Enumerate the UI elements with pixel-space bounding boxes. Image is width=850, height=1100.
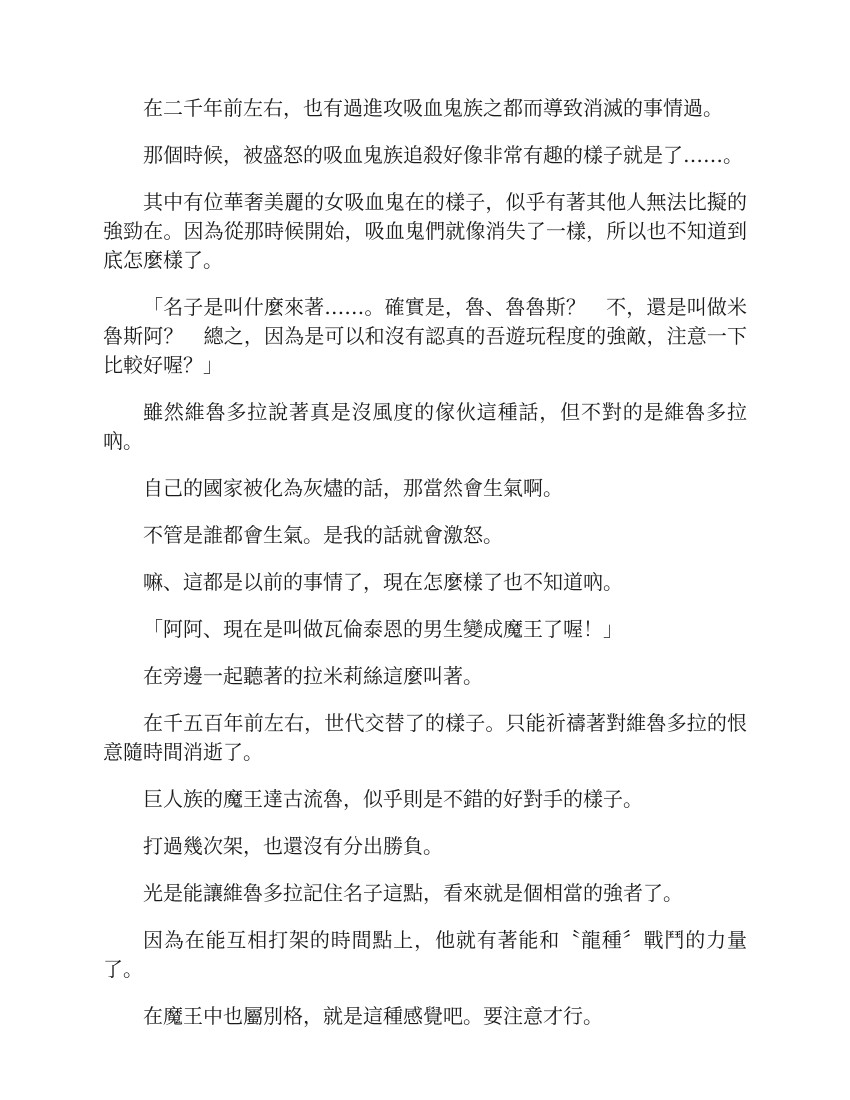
paragraph: 巨人族的魔王達古流魯，似乎則是不錯的好對手的樣子。: [143, 787, 643, 811]
paragraph: 不管是誰都會生氣。是我的話就會激怒。: [143, 523, 503, 547]
paragraph: 在魔王中也屬別格，就是這種感覺吧。要注意才行。: [143, 1004, 603, 1028]
paragraph: 那個時候，被盛怒的吸血鬼族追殺好像非常有趣的樣子就是了……。: [143, 143, 743, 167]
document-body: [103, 94, 747, 1049]
paragraph: 嘛、這都是以前的事情了，現在怎麼樣了也不知道吶。: [143, 570, 623, 594]
paragraph: 光是能讓維魯多拉記住名子這點，看來就是個相當的強者了。: [143, 881, 683, 905]
paragraph: 打過幾次架，也還沒有分出勝負。: [143, 834, 443, 858]
paragraph: 「名子是叫什麼來著……。確實是，魯、魯魯斯？ 不，還是叫做米魯斯阿？ 總之，因為是可以和沒有認真的吾遊玩程度的強敵，注意一下比較好喔？」: [103, 295, 747, 377]
paragraph: 雖然維魯多拉說著真是沒風度的傢伙這種話，但不對的是維魯多拉吶。: [103, 400, 747, 453]
paragraph: 「阿阿、現在是叫做瓦倫泰恩的男生變成魔王了喔！」: [143, 617, 623, 641]
paragraph: 其中有位華奢美麗的女吸血鬼在的樣子，似乎有著其他人無法比擬的強勁在。因為從那時候開始，吸血鬼們就像消失了一樣，所以也不知道到底怎麼樣了。: [103, 190, 747, 272]
paragraph: 在旁邊一起聽著的拉米莉絲這麼叫著。: [143, 664, 483, 688]
paragraph: 自己的國家被化為灰燼的話，那當然會生氣啊。: [143, 476, 563, 500]
paragraph: 因為在能互相打架的時間點上，他就有著能和〝龍種〞戰鬥的力量了。: [103, 928, 747, 981]
paragraph: 在千五百年前左右，世代交替了的樣子。只能祈禱著對維魯多拉的恨意隨時間消逝了。: [103, 711, 747, 764]
paragraph: 在二千年前左右，也有過進攻吸血鬼族之都而導致消滅的事情過。: [143, 96, 723, 120]
